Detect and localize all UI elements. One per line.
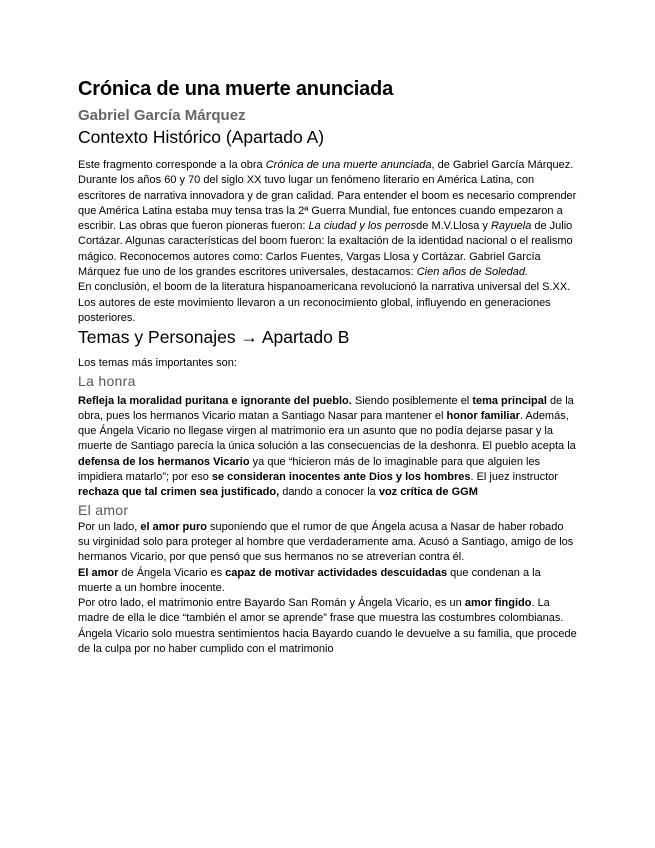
bold-run: tema principal [472,394,547,407]
text-run: dando a conocer la [279,486,379,499]
text-run: de M.V.Llosa y [416,220,491,233]
document-author: Gabriel García Márquez [78,107,246,124]
text-run: de Julio Cortázar. Algunas características del boom fueron: la exaltación de la identidad nacional o el realismo mágico. Reconocemos autores como: Carlos Fuentes, Vargas Llosa y Cortázar. Gabriel García Márquez fue uno de los grandes escritores universales, destacamos: [78,220,573,279]
bold-run: defensa de los hermanos Vicario [78,455,250,468]
amor-paragraph-2 [78,566,577,597]
bold-run: se consideran inocentes ante Dios y los hombres [211,471,471,484]
document-title: Crónica de una muerte anunciada [78,78,393,100]
section-b-heading: Temas y Personajes → Apartado B [78,327,350,348]
section-b-intro: Los temas más importantes son: [78,357,237,370]
amor-paragraph-3 [78,596,577,657]
text-run: de Ángela Vicario es [118,566,226,579]
subsection-honra-heading: La honra [78,372,136,389]
italic-title-ciudad-perros: La ciudad y los perros [308,220,417,233]
bold-run: capaz de motivar actividades descuidadas [225,566,448,579]
text-run: ya que “hicieron más de lo imaginable para que alguien les impidiera matarlo”; por eso [78,455,541,484]
text-run: . El juez instructor [470,471,558,484]
text-run: de la obra, pues los hermanos Vicario matan a Santiago Nasar para mantener el [78,394,574,422]
text-run: Por otro lado, el matrimonio entre Bayardo San Román y Ángela Vicario, es un [78,597,465,610]
bold-run: el amor puro [140,520,207,533]
bold-run: Refleja la moralidad puritana e ignorante del pueblo. [78,394,352,407]
bold-run: voz crítica de GGM [378,486,478,499]
italic-title-cronica: Crónica de una muerte anunciada [265,159,432,171]
text-run: , de Gabriel García Márquez. Durante los años 60 y 70 del siglo XX tuvo lugar un fenómeno literario en América Latina, con escritores de narrativa innovadora y de gran calidad. Para entender el boom es necesario comprender que América Latina estaba muy tensa tras la 2ª Guerra Mundial, fue entonces cuando empezaron a escribir. Las obras que fueron pioneras fueron: [78,159,577,233]
bold-run: honor familiar [446,409,520,422]
bold-run: rechaza que tal crimen sea justificado, [78,486,280,499]
section-a-heading: Contexto Histórico (Apartado A) [78,127,325,147]
text-run: suponiendo que el rumor de que Ángela acusa a Nasar de haber robado su virginidad solo para proteger al hombre que verdaderamente ama. Acusó a Santiago, amigo de los hermanos Vicario, por que pensó que sus hermanos no se atreverían contra él. [78,520,574,564]
subsection-amor-heading: El amor [78,501,129,518]
italic-title-cien-anos: Cien años de Soledad. [416,266,529,279]
text-run: . Además, que Ángela Vicario no llegase virgen al matrimonio era un asunto que no podía dejarse pasar y la muerte de Santiago parecía la única solución a las consecuencias de la deshonra. El pueblo acepta la [78,409,576,453]
text-run: Este fragmento corresponde a la obra [78,159,266,171]
bold-run: amor fingido [464,597,532,610]
honra-paragraph [78,394,577,501]
bold-run: El amor [78,566,119,579]
amor-paragraph-1 [78,520,577,566]
italic-title-rayuela: Rayuela [490,220,532,233]
text-run: Siendo posiblemente el [351,394,473,407]
section-a-paragraph [78,158,577,326]
text-run: que condenan a la muerte a un hombre inocente. [78,566,541,594]
text-run-conclusion: En conclusión, el boom de la literatura hispanoamericana revolucionó la narrativa universal del S.XX. Los autores de este movimiento llevaron a un reconocimiento global, influyendo en generaciones posteriores. [78,281,571,324]
text-run: Por un lado, [78,520,141,533]
text-run: . La madre de ella le dice “también el amor se aprende” frase que muestra las costumbres colombianas. Ángela Vicario solo muestra sentimientos hacia Bayardo cuando le devuelve a su familia, que procede de la culpa por no haber cumplido con el matrimonio [78,597,577,656]
